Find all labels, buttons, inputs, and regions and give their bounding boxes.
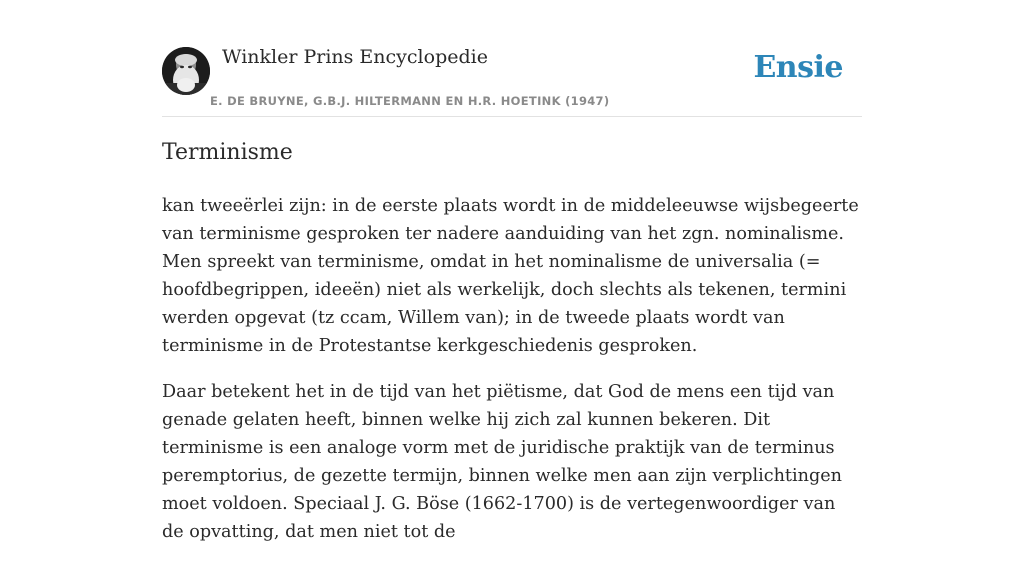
header [162,0,862,117]
site-title[interactable]: Winkler Prins Encyclopedie [222,46,488,68]
article-title: Terminisme [162,140,293,165]
paragraph: kan tweeërlei zijn: in de eerste plaats wordt in de middeleeuwse wijsbegeerte van terminisme gesproken ter nadere aanduiding van het zgn. nominalisme. Men spreekt van terminisme, omdat in het nominalisme de universalia (= hoofdbegrippen, ideeën) niet als werkelijk, doch slechts als tekenen, termini werden opgevat (tz ccam, Willem van); in de tweede plaats wordt van terminisme in de Protestantse kerkgeschiedenis gesproken. [162,196,859,356]
ensie-logo[interactable]: Ensie [753,50,843,85]
page [162,0,862,542]
author-avatar[interactable] [162,47,210,95]
article-body [162,192,862,564]
authors-line: E. DE BRUYNE, G.B.J. HILTERMANN EN H.R. HOETINK (1947) [210,94,610,108]
author-portrait-icon [162,47,210,95]
paragraph: Daar betekent het in de tijd van het piëtisme, dat God de mens een tijd van genade gelaten heeft, binnen welke hij zich zal kunnen bekeren. Dit terminisme is een analoge vorm met de juridische praktijk van de terminus peremptorius, de gezette termijn, binnen welke men aan zijn verplichtingen moet voldoen. Speciaal J. G. Böse (1662-1700) is de vertegenwoordiger van de opvatting, dat men niet tot de [162,382,842,542]
